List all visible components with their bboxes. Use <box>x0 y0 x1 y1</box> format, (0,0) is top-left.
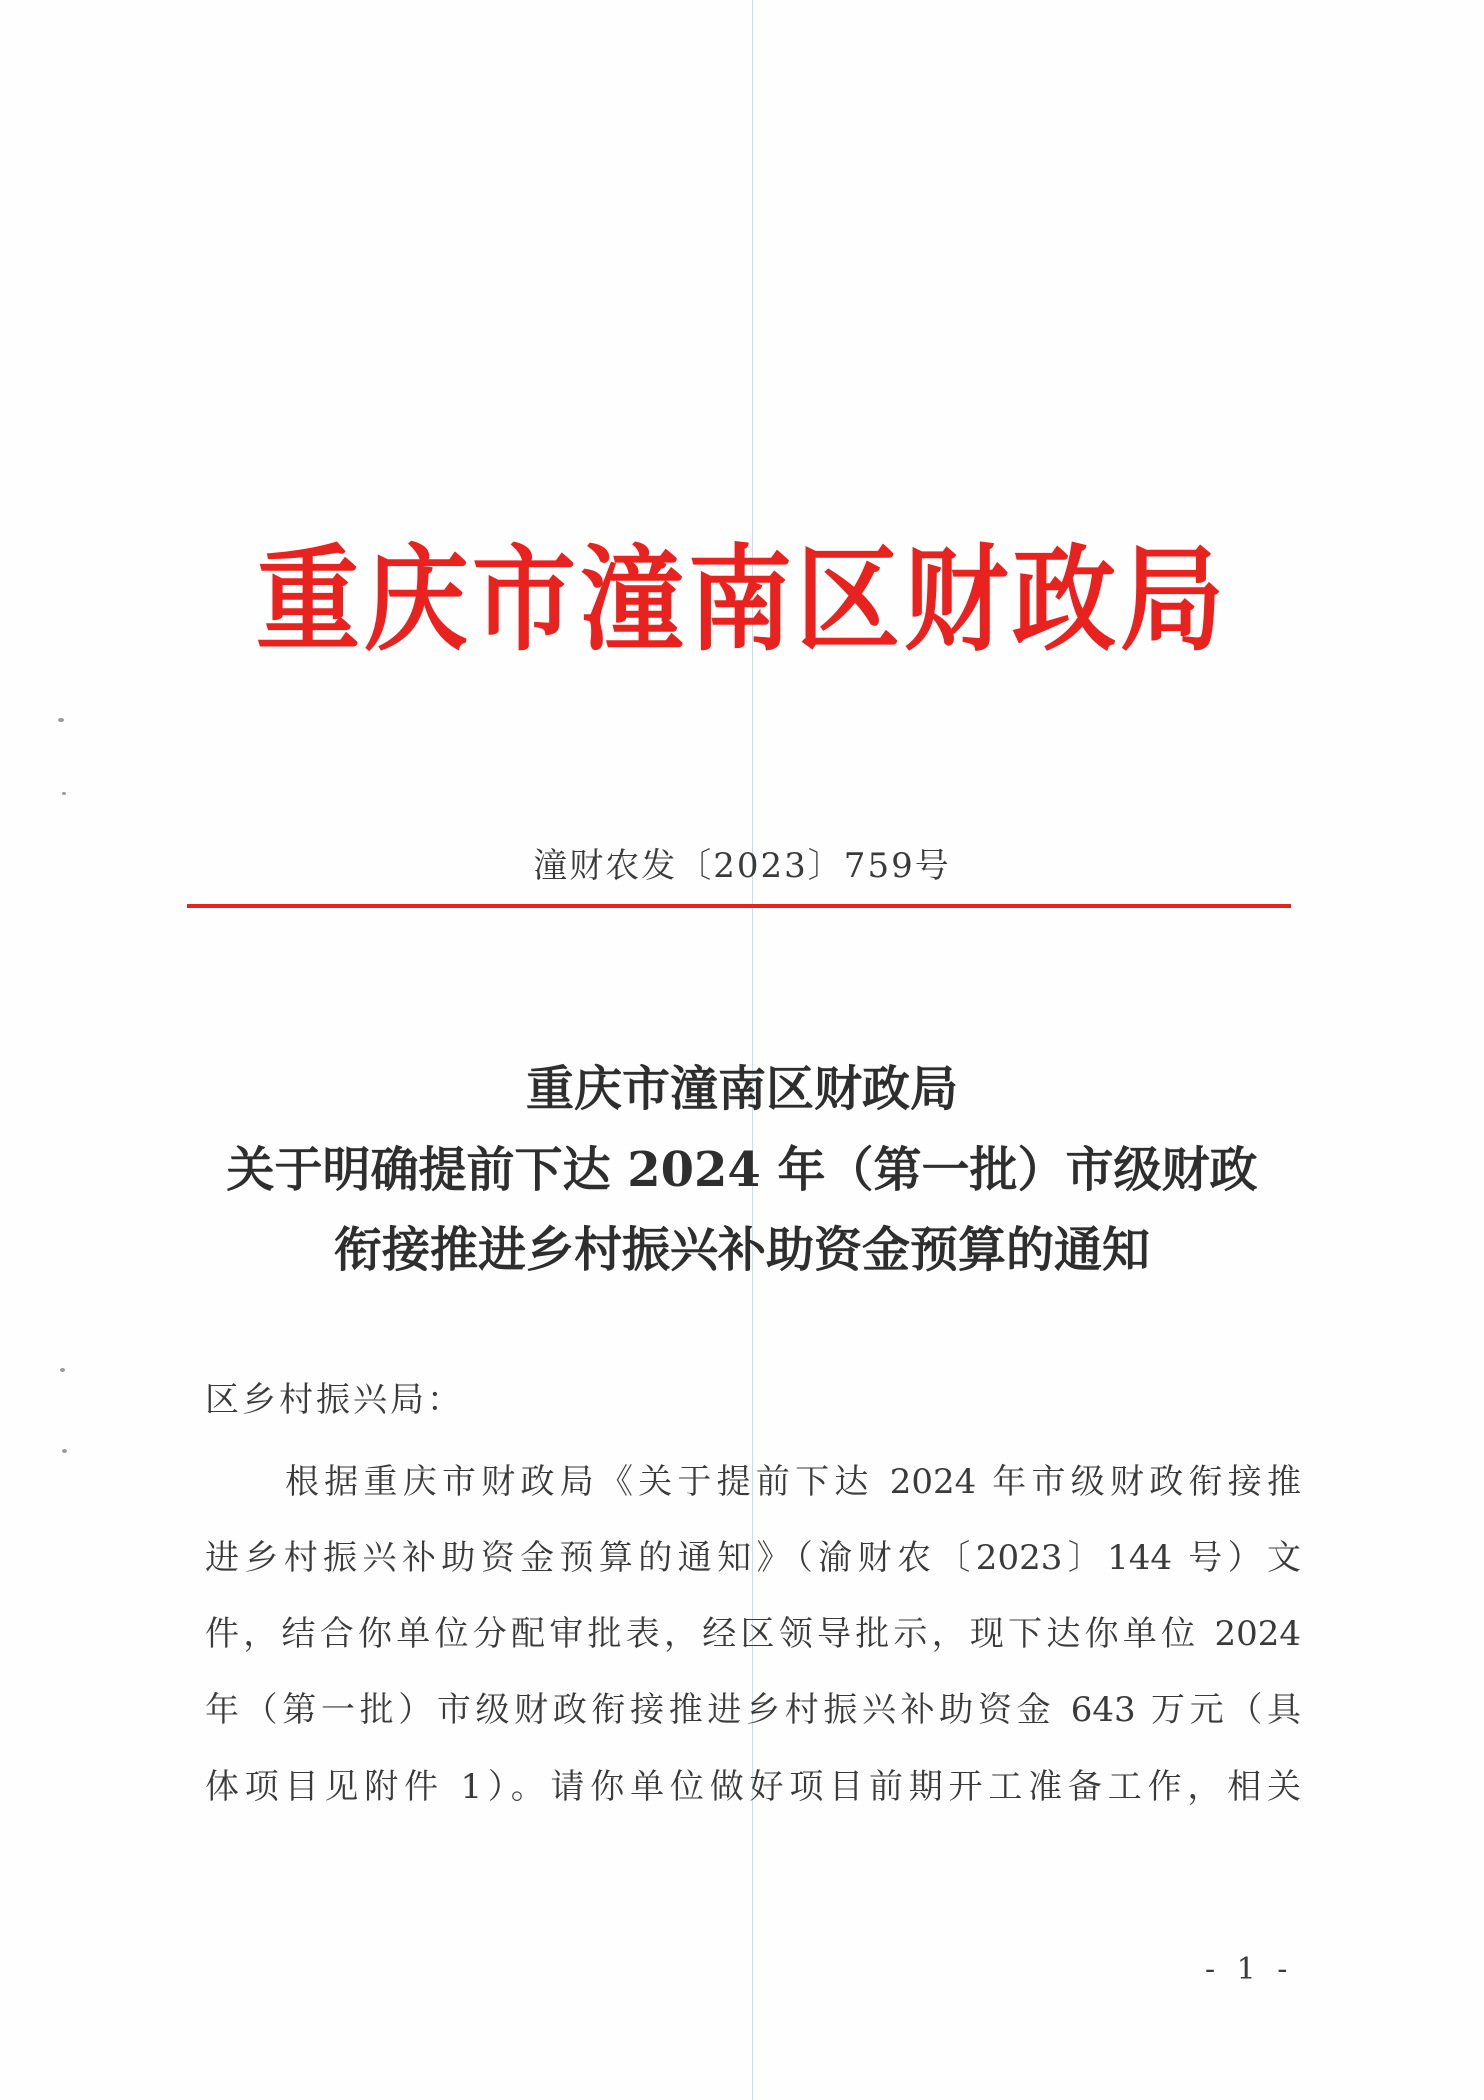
document-title-line-1: 重庆市潼南区财政局 <box>525 1061 958 1117</box>
document-title-line-2: 关于明确提前下达 2024 年（第一批）市级财政 <box>226 1142 1258 1198</box>
scan-speck <box>60 1368 65 1372</box>
scan-speck <box>62 1449 67 1453</box>
body-text-line: 进乡村振兴补助资金预算的通知》（渝财农〔2023〕144 号）文 <box>205 1538 1301 1578</box>
document-title-line-3: 衔接推进乡村振兴补助资金预算的通知 <box>333 1222 1150 1278</box>
document-number: 潼财农发〔2023〕759号 <box>533 846 951 886</box>
page-number: - 1 - <box>1205 1952 1294 1987</box>
red-separator-rule <box>187 904 1291 908</box>
scan-speck <box>62 792 66 795</box>
body-text-line: 件，结合你单位分配审批表，经区领导批示，现下达你单位 2024 <box>205 1614 1301 1654</box>
salutation: 区乡村振兴局： <box>205 1380 464 1420</box>
body-text-line: 年（第一批）市级财政衔接推进乡村振兴补助资金 643 万元（具 <box>205 1690 1301 1730</box>
body-text-line: 根据重庆市财政局《关于提前下达 2024 年市级财政衔接推 <box>285 1462 1301 1502</box>
issuer-masthead: 重庆市潼南区财政局 <box>255 531 1228 668</box>
body-text-line: 体项目见附件 1）。请你单位做好项目前期开工准备工作，相关 <box>205 1767 1301 1807</box>
scan-speck <box>58 718 64 722</box>
